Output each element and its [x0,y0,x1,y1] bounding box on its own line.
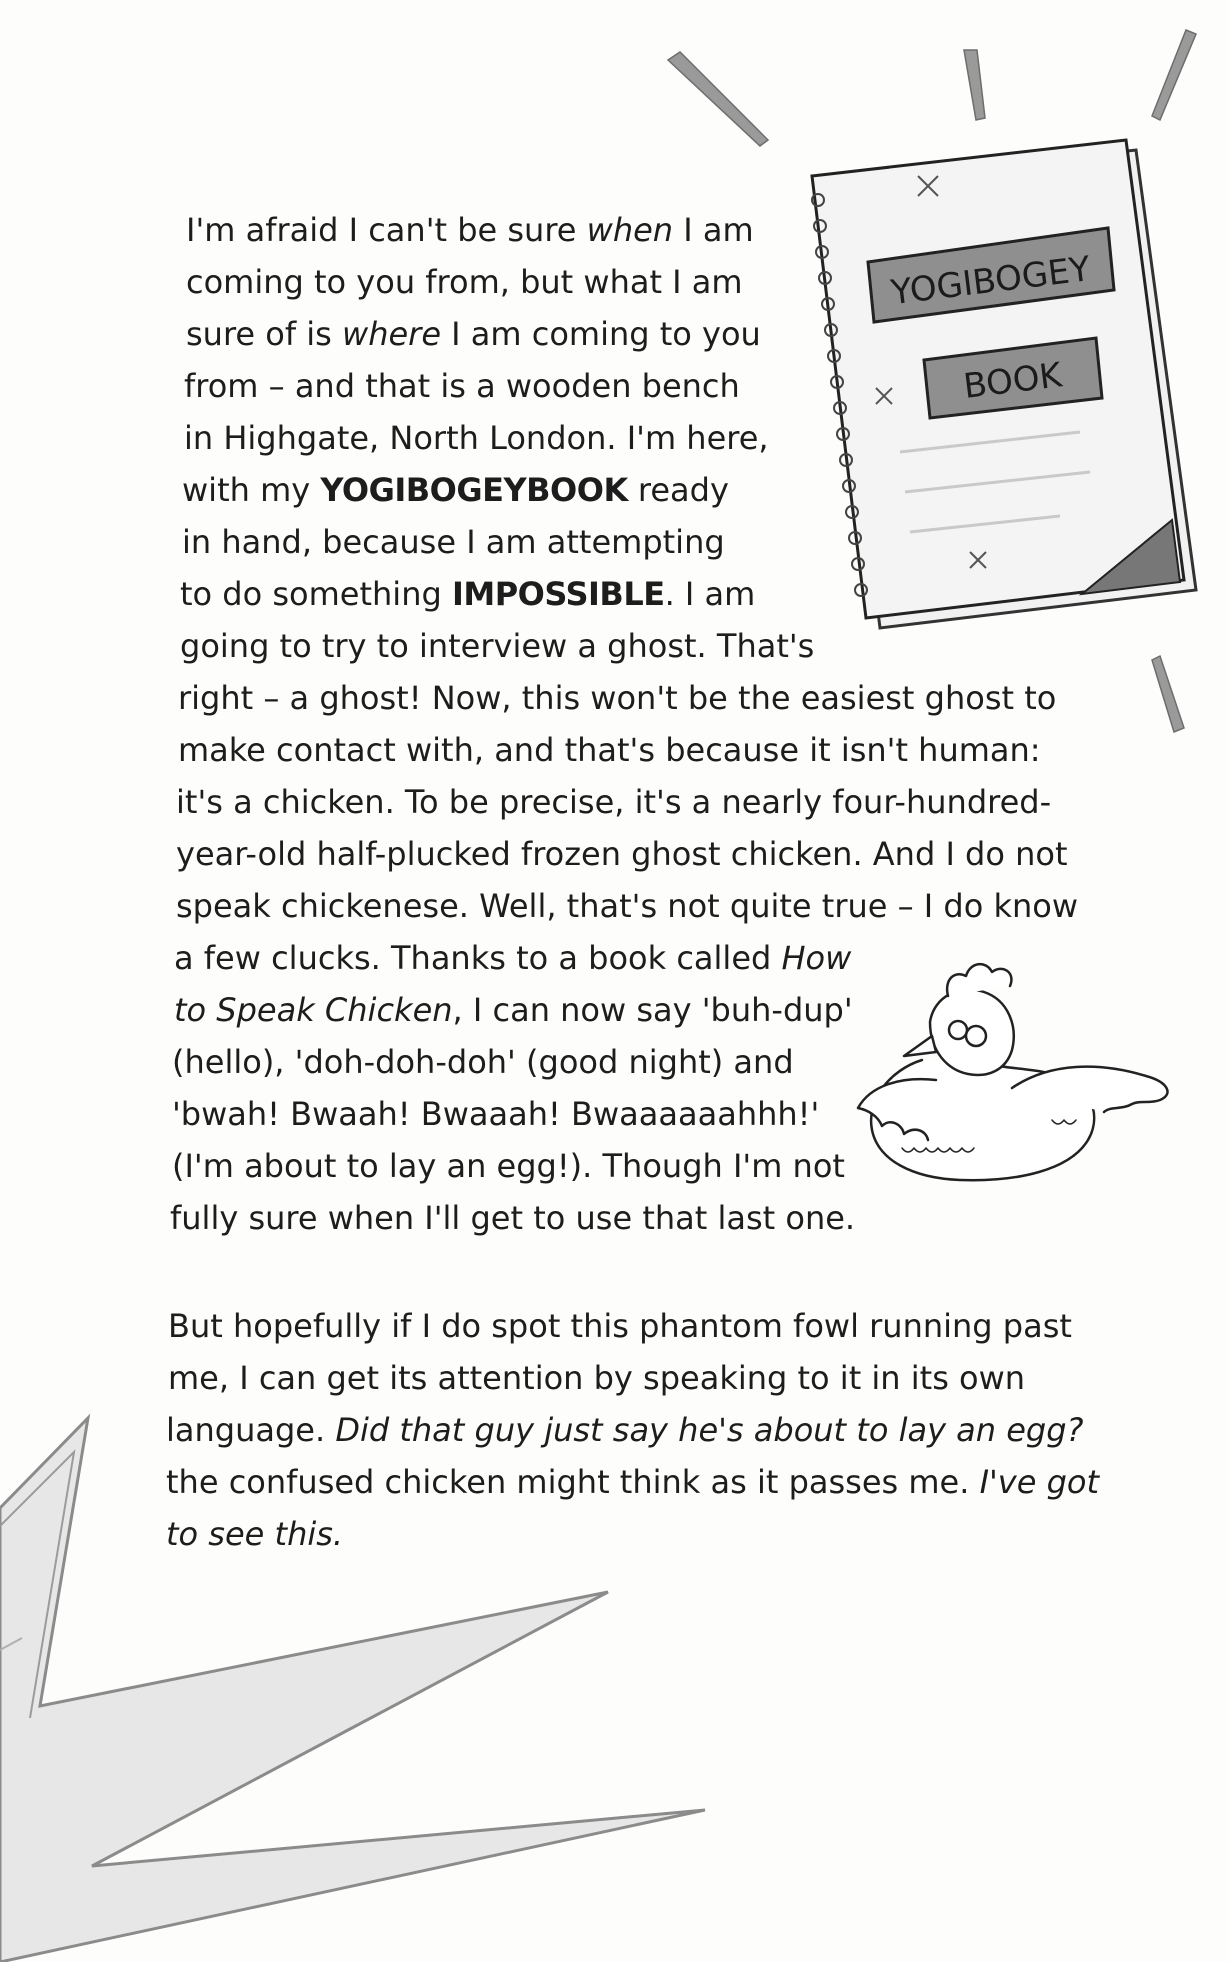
text-line: make contact with, and that's because it isn't human: [178,731,1041,769]
chicken-thought-italic: I've got [979,1463,1100,1501]
book-title-bold: YOGIBOGEYBOOK [320,471,628,509]
text-line: language. Did that guy just say he's about to lay an egg? [166,1411,1084,1449]
notebook-label-bottom: BOOK [961,355,1065,407]
yogibogey-book-illustration [812,140,1196,628]
burst-line-lower [1152,656,1184,732]
text-line: in Highgate, North London. I'm here, [184,419,769,457]
text-line: fully sure when I'll get to use that last one. [170,1199,856,1237]
text-line: it's a chicken. To be precise, it's a nearly four-hundred- [176,783,1052,821]
impossible-bold: IMPOSSIBLE [451,575,665,613]
text-line [166,1514,343,1554]
text-line: (hello), 'doh-doh-doh' (good night) and [172,1043,794,1081]
text-line: right – a ghost! Now, this won't be the easiest ghost to [178,679,1057,717]
text-line: going to try to interview a ghost. That's [180,627,815,665]
text-line: year-old half-plucked frozen ghost chicken. And I do not [176,835,1068,873]
text-line: I'm afraid I can't be sure when I am [186,211,754,249]
text-line: 'bwah! Bwaah! Bwaaah! Bwaaaaaahhh!' [172,1095,820,1133]
text-line: a few clucks. Thanks to a book called How [174,939,852,977]
book-title-italic: How [781,939,852,977]
text-line: sure of is where I am coming to you [186,315,761,353]
text-line: from – and that is a wooden bench [184,367,740,405]
text-line: to Speak Chicken, I can now say 'buh-dup' [174,991,853,1029]
text-line: in hand, because I am attempting [182,523,725,561]
burst-line-left [668,52,768,146]
notebook-label-top: YOGIBOGEY [888,249,1093,314]
chicken-beak [904,1036,936,1056]
text-line: the confused chicken might think as it passes me. I've got [166,1463,1100,1501]
burst-line-right [1152,30,1196,120]
chicken-illustration [858,964,1168,1180]
text-line: speak chickenese. Well, that's not quite true – I do know [176,887,1079,925]
text-line: But hopefully if I do spot this phantom fowl running past [168,1307,1072,1345]
text-line: to do something IMPOSSIBLE. I am [180,575,756,613]
burst-line-middle [964,50,985,120]
emphasis: where [342,315,441,353]
text-line: coming to you from, but what I am [186,263,743,301]
text-line: me, I can get its attention by speaking to it in its own [168,1359,1026,1397]
emphasis: when [586,211,674,249]
book-title-italic: to Speak Chicken [174,991,453,1029]
chicken-thought-italic: Did that guy just say he's about to lay an egg? [335,1411,1084,1449]
text-line: with my YOGIBOGEYBOOK ready [182,471,729,509]
chicken-thought-italic: to see this. [166,1515,344,1553]
text-line: (I'm about to lay an egg!). Though I'm not [172,1147,845,1185]
